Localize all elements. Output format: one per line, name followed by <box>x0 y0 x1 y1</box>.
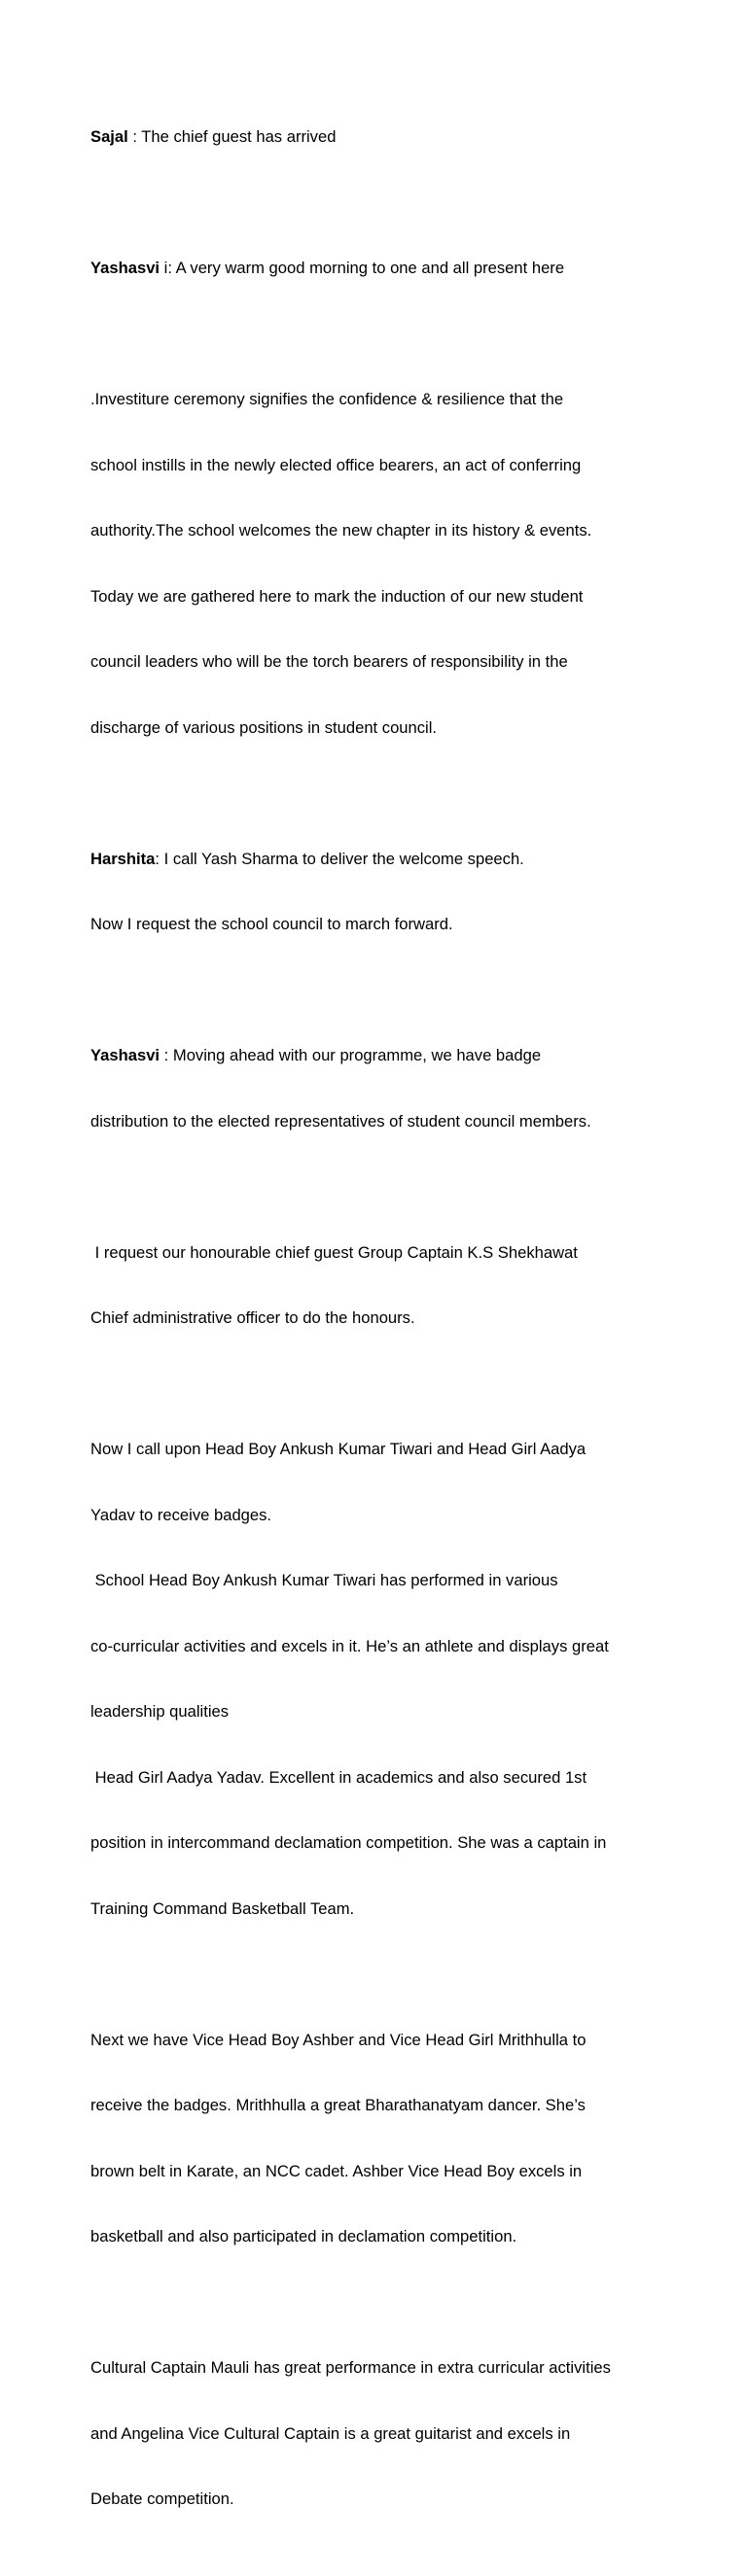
paragraph <box>90 83 713 192</box>
text-line: discharge of various positions in student council. <box>90 717 438 737</box>
paragraph <box>90 1986 713 2292</box>
paragraph <box>90 1001 713 1176</box>
text-line: I request our honourable chief guest Group Captain K.S Shekhawat <box>90 1242 578 1262</box>
text-line: School Head Boy Ankush Kumar Tiwari has performed in various <box>90 1571 558 1589</box>
dialogue-line <box>90 849 713 871</box>
document-page <box>90 83 713 2576</box>
dialogue-line <box>90 126 713 149</box>
text-line: Now I request the school council to march forward. <box>90 915 453 933</box>
paragraph <box>90 2314 713 2555</box>
speaker-name: Sajal <box>90 127 128 146</box>
line-text: : Moving ahead with our programme, we have badge <box>160 1046 542 1064</box>
paragraph <box>90 1395 713 1964</box>
text-line: Today we are gathered here to mark the induction of our new student <box>90 586 584 606</box>
line-text: : I call Yash Sharma to deliver the welcome speech. <box>155 849 524 868</box>
text-line: Cultural Captain Mauli has great performance in extra curricular activities <box>90 2358 611 2377</box>
line-text: : The chief guest has arrived <box>127 127 337 146</box>
text-line: .Investiture ceremony signifies the confidence & resilience that the <box>90 390 564 408</box>
text-line: and Angelina Vice Cultural Captain is a great guitarist and excels in <box>90 2423 571 2443</box>
speaker-name: Yashasvi <box>90 259 160 277</box>
paragraph <box>90 805 713 980</box>
speaker-name: Yashasvi <box>90 1046 160 1064</box>
paragraph <box>90 345 713 783</box>
text-line: co-curricular activities and excels in it. He’s an athlete and displays great <box>90 1636 609 1655</box>
dialogue-line <box>90 258 713 280</box>
text-line: Debate competition. <box>90 2489 234 2508</box>
line-text: i: A very warm good morning to one and all present here <box>160 259 565 277</box>
text-line: Head Girl Aadya Yadav. Excellent in academics and also secured 1st <box>90 1767 587 1787</box>
text-line: Next we have Vice Head Boy Ashber and Vice Head Girl Mrithhulla to <box>90 2030 587 2049</box>
text-line: Now I call upon Head Boy Ankush Kumar Tiwari and Head Girl Aadya <box>90 1440 587 1458</box>
paragraph <box>90 214 713 324</box>
text-line: receive the badges. Mrithhulla a great Bharathanatyam dancer. She’s <box>90 2096 586 2114</box>
dialogue-line <box>90 1045 713 1067</box>
text-line: council leaders who will be the torch bearers of responsibility in the <box>90 652 568 671</box>
text-line: Yadav to receive badges. <box>90 1505 272 1524</box>
text-line: brown belt in Karate, an NCC cadet. Ashber Vice Head Boy excels in <box>90 2161 583 2180</box>
text-line: Chief administrative officer to do the honours. <box>90 1308 415 1327</box>
text-line: school instills in the newly elected office bearers, an act of conferring <box>90 455 582 474</box>
text-line: basketball and also participated in declamation competition. <box>90 2227 517 2245</box>
text-line: position in intercommand declamation competition. She was a captain in <box>90 1833 607 1852</box>
speaker-name: Harshita <box>90 849 156 868</box>
text-line: distribution to the elected representatives of student council members. <box>90 1111 591 1131</box>
text-line: leadership qualities <box>90 1702 230 1721</box>
text-line: Training Command Basketball Team. <box>90 1898 355 1918</box>
text-line: authority.The school welcomes the new chapter in its history & events. <box>90 521 592 540</box>
paragraph <box>90 1199 713 1374</box>
